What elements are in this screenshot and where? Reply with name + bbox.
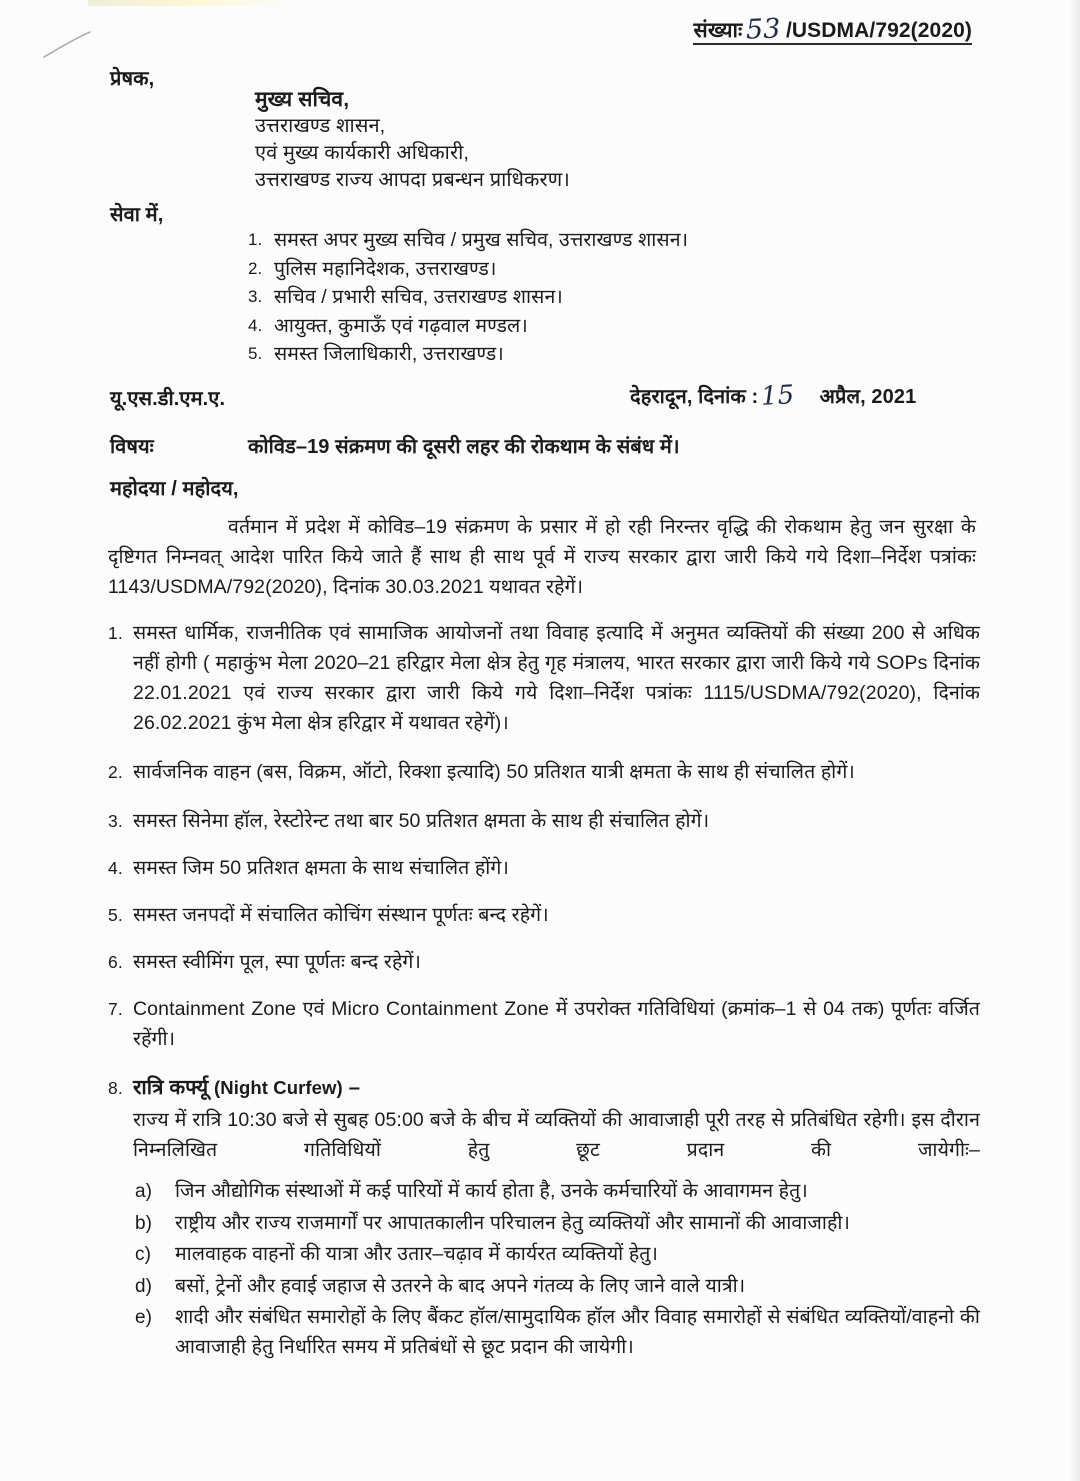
list-item xyxy=(248,255,688,284)
scan-edge-shadow-right xyxy=(1069,0,1080,1481)
exemption-marker: e) xyxy=(135,1307,153,1328)
order-item xyxy=(108,806,980,836)
list-text: समस्त जिलाधिकारी, उत्तराखण्ड। xyxy=(274,343,504,365)
list-marker: 2. xyxy=(248,258,263,278)
list-item xyxy=(248,340,688,369)
order-marker: 7. xyxy=(108,999,123,1019)
exemption-item xyxy=(133,1209,980,1239)
order-item xyxy=(108,757,980,787)
exemption-text: जिन औद्योगिक संस्थाओं में कई पारियों में कार्य होता है, उनके कर्मचारियों के आवागमन हेतु। xyxy=(175,1180,808,1202)
order-item xyxy=(108,947,980,977)
exemption-marker: d) xyxy=(135,1275,153,1297)
order-item-night-curfew xyxy=(108,1073,980,1364)
order-text: समस्त जनपदों में संचालित कोचिंग संस्थान पूर्णतः बन्द रहेगें। xyxy=(133,904,549,926)
list-item xyxy=(248,226,688,255)
night-curfew-heading-en: (Night Curfew) xyxy=(213,1077,343,1098)
night-curfew-heading-hi: रात्रि कर्फ्यू xyxy=(133,1076,214,1099)
exemption-text: मालवाहक वाहनों की यात्रा और उतार–चढ़ाव में कार्यरत व्यक्तियों हेतु। xyxy=(175,1243,658,1265)
salutation: महोदया / महोदय, xyxy=(110,478,239,500)
order-text: Containment Zone एवं Micro Containment Zone में उपरोक्त गतिविधियां (क्रमांक–1 से 04 तक) पूर्णतः वर्जित रहेंगी। xyxy=(133,998,980,1050)
recipient-list xyxy=(248,226,688,369)
sender-line: एवं मुख्य कार्यकारी अधिकारी, xyxy=(255,142,470,164)
order-item xyxy=(108,994,980,1054)
list-text: समस्त अपर मुख्य सचिव / प्रमुख सचिव, उत्तराखण्ड शासन। xyxy=(274,229,689,251)
order-text: समस्त जिम 50 प्रतिशत क्षमता के साथ संचालित होंगे। xyxy=(133,857,509,879)
exemption-text: राष्ट्रीय और राज्य राजमार्गों पर आपातकालीन परिचालन हेतु व्यक्तियों और सामानों की आवाजाही। xyxy=(175,1211,850,1234)
sender-line: उत्तराखण्ड शासन, xyxy=(255,115,386,137)
orders-list xyxy=(108,618,980,1383)
list-text: सचिव / प्रभारी सचिव, उत्तराखण्ड शासन। xyxy=(274,286,563,308)
exemption-item xyxy=(133,1240,980,1270)
letter-number-handwritten: 53 xyxy=(745,13,782,46)
exemptions-list xyxy=(133,1177,980,1362)
exemption-text: शादी और संबंधित समारोहों के लिए बैंकट हॉल/सामुदायिक हॉल और विवाह समारोहों से संबंधित व्यक्तियों/वाहनो की आवाजाही हेतु निर्धारित समय में प्रतिबंधों से छूट प्रदान की जायेगी। xyxy=(175,1306,980,1358)
order-text: समस्त धार्मिक, राजनीतिक एवं सामाजिक आयोजनों तथा विवाह इत्यादि में अनुमत व्यक्तियों की संख्या 200 से अधिक नहीं होगी ( महाकुंभ मेला 2020–21 हरिद्वार मेला क्षेत्र हेतु गृह मंत्रालय, भारत सरकार द्वारा जारी किये गये SOPs दिनांक 22.01.2021 एवं राज्य सरकार द्वारा जारी किये गये दिशा–निर्देश पत्रांकः 1115/USDMA/792(2020), दिनांक 26.02.2021 कुंभ मेला क्षेत्र हरिद्वार में यथावत रहेगें)। xyxy=(133,622,980,734)
sender-label: प्रेषक, xyxy=(110,68,155,90)
order-marker: 3. xyxy=(108,811,123,831)
list-marker: 1. xyxy=(248,230,263,249)
order-marker: 8. xyxy=(108,1078,123,1098)
order-text: समस्त स्वीमिंग पूल, स्पा पूर्णतः बन्द रहेगें। xyxy=(133,951,421,973)
night-curfew-intro: राज्य में रात्रि 10:30 बजे से सुबह 05:00 बजे के बीच में व्यक्तियों की आवाजाही पूरी तरह से प्रतिबंधित रहेगी। इस दौरान निम्नलिखित गतिविधियों हेतु छूट प्रदान की जायेगीः– xyxy=(133,1109,980,1161)
order-item xyxy=(108,618,980,738)
exemption-text: बसों, ट्रेनों और हवाई जहाज से उतरने के बाद अपने गंतव्य के लिए जाने वाले यात्री। xyxy=(175,1274,746,1297)
sender-line: मुख्य सचिव, xyxy=(255,88,350,111)
body-paragraph: वर्तमान में प्रदेश में कोविड–19 संक्रमण के प्रसार में हो रही निरन्तर वृद्धि की रोकथाम हेतु जन सुरक्षा के दृष्टिगत निम्नवत् आदेश पारित किये जाते हैं साथ ही साथ पूर्व में राज्य सरकार द्वारा जारी किये गये दिशा–निर्देश पत्रांकः 1143/USDMA/792(2020), दिनांक 30.03.2021 यथावत रहेगें। xyxy=(108,516,976,598)
order-text: समस्त सिनेमा हॉल, रेस्टोरेन्ट तथा बार 50 प्रतिशत क्षमता के साथ ही संचालित होगें। xyxy=(133,810,710,832)
list-marker: 4. xyxy=(248,315,263,335)
order-text: सार्वजनिक वाहन (बस, विक्रम, ऑटो, रिक्शा इत्यादि) 50 प्रतिशत यात्री क्षमता के साथ ही संचालित होगें। xyxy=(133,761,855,783)
order-marker: 6. xyxy=(108,952,123,972)
night-curfew-block xyxy=(133,1073,980,1364)
letter-number xyxy=(693,13,972,46)
dateline-day-handwritten: 15 xyxy=(760,380,796,413)
dateline-month-year: अप्रैल, 2021 xyxy=(819,386,917,408)
list-text: आयुक्त, कुमाऊँ एवं गढ़वाल मण्डल। xyxy=(274,314,528,337)
night-curfew-heading xyxy=(133,1073,980,1103)
issuing-office: यू.एस.डी.एम.ए. xyxy=(110,388,226,410)
exemption-marker: a) xyxy=(135,1181,153,1202)
order-item xyxy=(108,900,980,930)
list-text: पुलिस महानिदेशक, उत्तराखण्ड। xyxy=(274,257,497,280)
letter-number-label: संख्याः xyxy=(693,19,743,43)
order-marker: 1. xyxy=(108,623,123,643)
sender-line: उत्तराखण्ड राज्य आपदा प्रबन्धन प्राधिकरण। xyxy=(255,169,570,191)
dateline xyxy=(630,380,917,413)
list-marker: 3. xyxy=(248,287,263,306)
exemption-item xyxy=(133,1177,980,1207)
dateline-place-label: देहरादून, दिनांक : xyxy=(630,386,759,408)
subject-text: कोविड–19 संक्रमण की दूसरी लहर की रोकथाम के संबंध में। xyxy=(248,436,680,458)
letter-number-suffix: /USDMA/792(2020) xyxy=(785,19,972,43)
recipient-label: सेवा में, xyxy=(110,204,164,226)
order-marker: 5. xyxy=(108,905,123,925)
order-marker: 4. xyxy=(108,858,123,878)
exemption-item xyxy=(133,1272,980,1302)
list-item xyxy=(248,312,688,341)
list-marker: 5. xyxy=(248,344,263,363)
exemption-marker: c) xyxy=(135,1244,152,1265)
exemption-item xyxy=(133,1303,980,1362)
scan-edge-tint-top xyxy=(88,0,298,6)
night-curfew-heading-dash: – xyxy=(342,1076,361,1099)
exemption-marker: b) xyxy=(135,1212,153,1234)
pen-stroke-mark xyxy=(42,30,94,60)
order-item xyxy=(108,853,980,883)
subject-label: विषयः xyxy=(110,436,154,458)
order-marker: 2. xyxy=(108,762,123,782)
list-item xyxy=(248,283,688,312)
sender-block xyxy=(255,86,570,194)
